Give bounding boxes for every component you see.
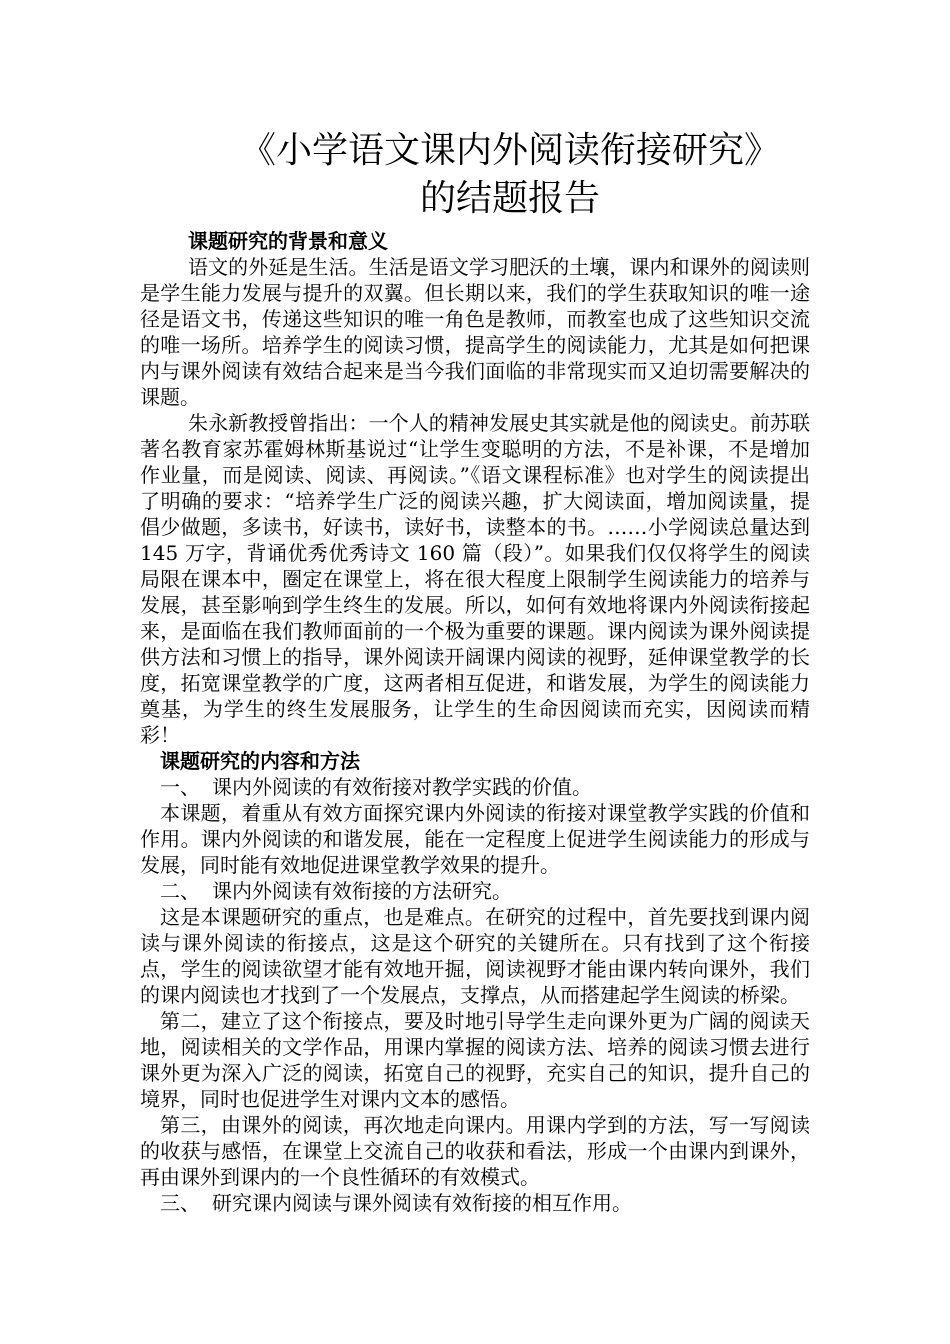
section-heading-background: 课题研究的背景和意义 — [188, 229, 388, 253]
paragraph-item-2-2: 第二，建立了这个衔接点，要及时地引导学生走向课外更为广阔的阅读天地，阅读相关的文学作品，用课内掌握的阅读方法、培养的阅读习惯去进行课外更为深入广泛的阅读，拓宽自己的视野，充实自己的知识，提升自己的境界，同时也促进学生对课内文本的感悟。 — [140, 1009, 810, 1111]
list-item-2 — [140, 878, 810, 904]
paragraph-item-2-1: 这是本课题研究的重点，也是难点。在研究的过程中，首先要找到课内阅读与课外阅读的衔接点，这是这个研究的关键所在。只有找到了这个衔接点，学生的阅读欲望才能有效地开掘，阅读视野才能由课内转向课外，我们的课内阅读也才找到了一个发展点，支撑点，从而搭建起学生阅读的桥梁。 — [140, 905, 810, 1007]
paragraph-background-1: 语文的外延是生活。生活是语文学习肥沃的土壤，课内和课外的阅读则是学生能力发展与提升的双翼。但长期以来，我们的学生获取知识的唯一途径是语文书，传递这些知识的唯一角色是教师，而教室也成了这些知识交流的唯一场所。培养学生的阅读习惯，提高学生的阅读能力，尤其是如何把课内与课外阅读有效结合起来是当今我们面临的非常现实而又迫切需要解决的课题。 — [140, 255, 810, 409]
list-item-2-number: 二、 — [160, 879, 200, 903]
list-item-2-text: 课内外阅读有效衔接的方法研究。 — [212, 879, 512, 903]
paragraph-item-1: 本课题，着重从有效方面探究课内外阅读的衔接对课堂教学实践的价值和作用。课内外阅读的和谐发展，能在一定程度上促进学生阅读能力的形成与发展，同时能有效地促进课堂教学效果的提升。 — [140, 801, 810, 877]
section-heading-content-methods: 课题研究的内容和方法 — [160, 749, 360, 773]
title-line-2: 的结题报告 — [419, 178, 600, 219]
list-item-3-number: 三、 — [160, 1191, 200, 1215]
list-item-3-text: 研究课内阅读与课外阅读有效衔接的相互作用。 — [212, 1191, 632, 1215]
paragraph-item-2-3: 第三，由课外的阅读，再次地走向课内。用课内学到的方法，写一写阅读的收获与感悟，在课堂上交流自己的收获和看法，形成一个由课内到课外，再由课外到课内的一个良性循环的有效模式。 — [140, 1113, 810, 1189]
title-line-1: 《小学语文课内外阅读衔接研究》 — [239, 130, 780, 171]
paragraph-background-2: 朱永新教授曾指出：一个人的精神发展史其实就是他的阅读史。前苏联著名教育家苏霍姆林斯基说过“让学生变聪明的方法，不是补课，不是增加作业量，而是阅读、阅读、再阅读。”《语文课程标准》也对学生的阅读提出了明确的要求：“培养学生广泛的阅读兴趣，扩大阅读面，增加阅读量，提倡少做题，多读书，好读书，读好书，读整本的书。……小学阅读总量达到 145 万字，背诵优秀优秀诗文 160 篇（段）”。如果我们仅仅将学生的阅读局限在课本中，圈定在课堂上，将在很大程度上限制学生阅读能力的培养与发展，甚至影响到学生终生的发展。所以，如何有效地将课内外阅读衔接起来，是面临在我们教师面前的一个极为重要的课题。课内阅读为课外阅读提供方法和习惯上的指导，课外阅读开阔课内阅读的视野，延伸课堂教学的长度，拓宽课堂教学的广度，这两者相互促进，和谐发展，为学生的阅读能力奠基，为学生的终生发展服务，让学生的生命因阅读而充实，因阅读而精彩！ — [140, 411, 810, 747]
list-item-1-number: 一、 — [160, 775, 200, 799]
list-item-1-text: 课内外阅读的有效衔接对教学实践的价值。 — [212, 775, 592, 799]
list-item-3 — [140, 1190, 810, 1216]
list-item-1 — [140, 774, 810, 800]
document-body — [140, 228, 810, 1216]
